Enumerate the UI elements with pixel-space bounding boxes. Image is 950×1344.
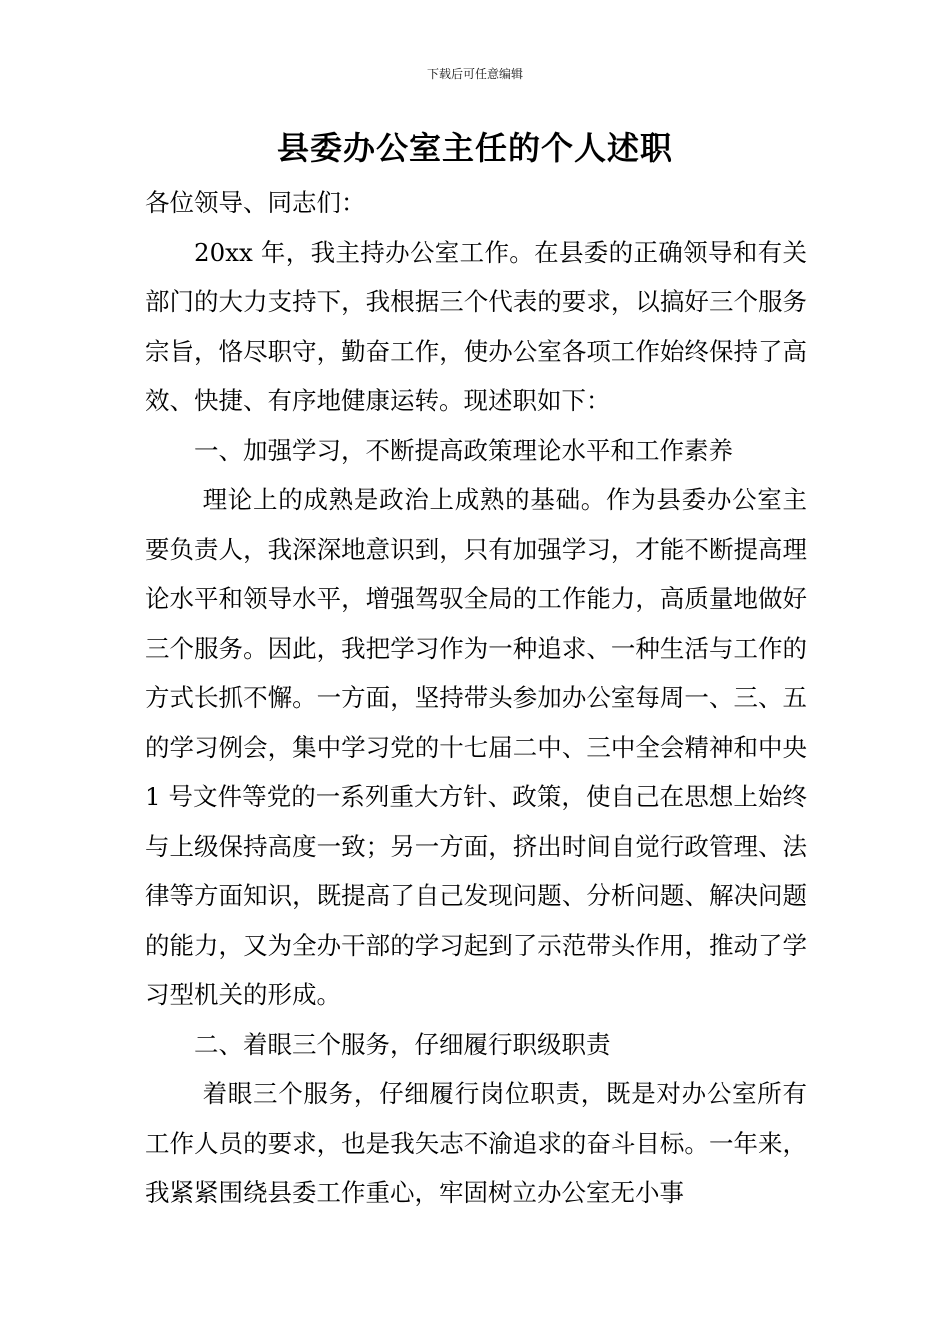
section-heading-2: 二、着眼三个服务，仔细履行职级职责 [194,1029,611,1059]
paragraph-intro: 20xx 年，我主持办公室工作。在县委的正确领导和有关部门的大力支持下，我根据三个代表的要求，以搞好三个服务宗旨，恪尽职守，勤奋工作，使办公室各项工作始终保持了高效、快捷、有序地健康运转。现述职如下： [145,237,807,415]
salutation: 各位领导、同志们： [145,188,366,217]
paragraph-study: 理论上的成熟是政治上成熟的基础。作为县委办公室主要负责人，我深深地意识到，只有加强学习，才能不断提高理论水平和领导水平，增强驾驭全局的工作能力，高质量地做好三个服务。因此，我把学习作为一种追求、一种生活与工作的方式长抓不懈。一方面，坚持带头参加办公室每周一、三、五的学习例会，集中学习党的十七届二中、三中全会精神和中央 1 号文件等党的一系列重大方针、政策，使自己在思想上始终与上级保持高度一致；另一方面，挤出时间自觉行政管理、法律等方面知识，既提高了自己发现问题、分析问题、解决问题的能力，又为全办干部的学习起到了示范带头作用，推动了学习型机关的形成。 [145,485,807,1009]
section-heading-1: 一、加强学习，不断提高政策理论水平和工作素养 [194,435,733,465]
header-note: 下载后可任意编辑 [426,67,523,81]
paragraph-service: 着眼三个服务，仔细履行岗位职责，既是对办公室所有工作人员的要求，也是我矢志不渝追求的奋斗目标。一年来，我紧紧围绕县委工作重心，牢固树立办公室无小事 [145,1079,807,1207]
document-title: 县委办公室主任的个人述职 [276,129,673,167]
document-body [145,178,807,1218]
